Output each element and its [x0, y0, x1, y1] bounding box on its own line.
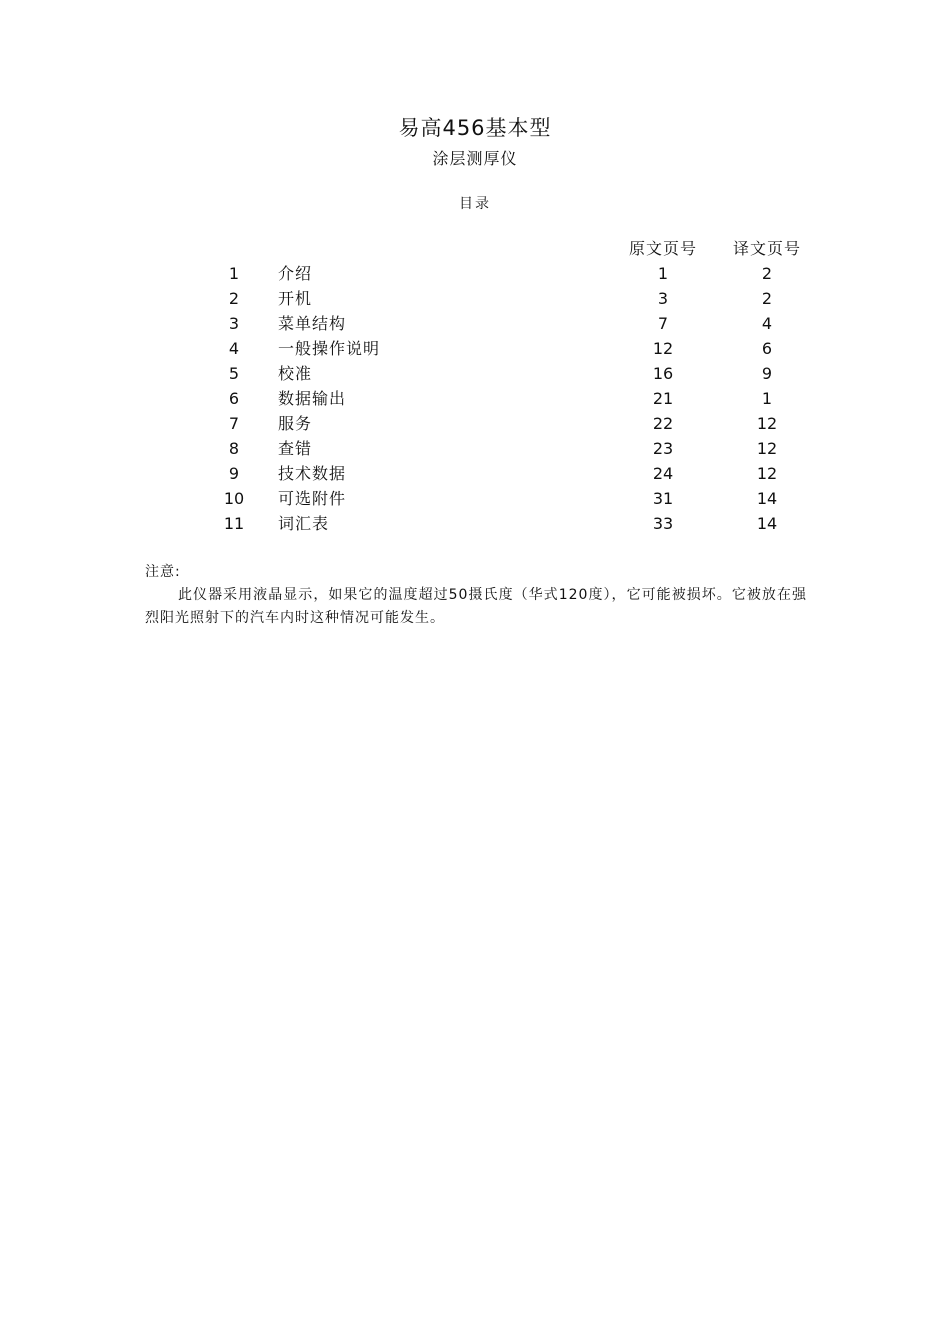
toc-row-title: 介绍 — [278, 264, 313, 283]
toc-row — [0, 461, 950, 486]
toc-header-row — [0, 236, 950, 261]
toc-row-title: 校准 — [278, 364, 313, 383]
toc-row-translated-page: 6 — [761, 339, 773, 358]
toc-row-original-page: 22 — [652, 414, 674, 433]
toc-row-number: 11 — [223, 514, 245, 533]
toc-row-original-page: 12 — [652, 339, 674, 358]
document-title: 易高456基本型 — [398, 116, 552, 140]
caution-note — [145, 561, 807, 630]
toc-row-original-page: 21 — [652, 389, 674, 408]
toc-row-number: 2 — [228, 289, 240, 308]
toc-row-original-page: 23 — [652, 439, 674, 458]
toc-row — [0, 261, 950, 286]
toc-row-title: 词汇表 — [278, 514, 330, 533]
toc-row-title: 查错 — [278, 439, 313, 458]
toc-header-original-page: 原文页号 — [628, 239, 697, 258]
toc-header-translated-page: 译文页号 — [732, 239, 801, 258]
document-subtitle: 涂层测厚仪 — [432, 149, 518, 168]
toc-row — [0, 336, 950, 361]
toc-row-translated-page: 4 — [761, 314, 773, 333]
toc-row-title: 可选附件 — [278, 489, 347, 508]
toc-row-number: 9 — [228, 464, 240, 483]
toc-row-number: 6 — [228, 389, 240, 408]
note-body: 此仪器采用液晶显示，如果它的温度超过50摄氏度（华式120度），它可能被损坏。它被放在强烈阳光照射下的汽车内时这种情况可能发生。 — [145, 587, 807, 626]
toc-row — [0, 361, 950, 386]
toc-row-original-page: 33 — [652, 514, 674, 533]
toc-row-translated-page: 2 — [761, 264, 773, 283]
toc-row-number: 1 — [228, 264, 240, 283]
toc-row — [0, 411, 950, 436]
toc-row-number: 5 — [228, 364, 240, 383]
toc-row-number: 4 — [228, 339, 240, 358]
toc-row-translated-page: 1 — [761, 389, 773, 408]
table-of-contents — [0, 236, 950, 536]
toc-row-title: 技术数据 — [278, 464, 347, 483]
toc-row-title: 菜单结构 — [278, 314, 347, 333]
toc-row — [0, 386, 950, 411]
toc-row-original-page: 3 — [657, 289, 669, 308]
toc-row-translated-page: 14 — [756, 489, 778, 508]
toc-row — [0, 286, 950, 311]
toc-row-translated-page: 12 — [756, 464, 778, 483]
toc-row-translated-page: 14 — [756, 514, 778, 533]
toc-row — [0, 511, 950, 536]
toc-row-title: 数据输出 — [278, 389, 347, 408]
toc-row-number: 8 — [228, 439, 240, 458]
toc-row-translated-page: 9 — [761, 364, 773, 383]
toc-row-title: 服务 — [278, 414, 313, 433]
toc-row-original-page: 7 — [657, 314, 669, 333]
note-label: 注意: — [145, 564, 181, 580]
toc-row-translated-page: 12 — [756, 439, 778, 458]
toc-row-translated-page: 2 — [761, 289, 773, 308]
toc-row-original-page: 31 — [652, 489, 674, 508]
toc-row-title: 开机 — [278, 289, 313, 308]
toc-row — [0, 436, 950, 461]
toc-row-original-page: 24 — [652, 464, 674, 483]
toc-row-original-page: 1 — [657, 264, 669, 283]
toc-row — [0, 311, 950, 336]
toc-row — [0, 486, 950, 511]
toc-row-number: 3 — [228, 314, 240, 333]
toc-heading: 目录 — [459, 196, 491, 212]
toc-row-translated-page: 12 — [756, 414, 778, 433]
toc-row-title: 一般操作说明 — [278, 339, 381, 358]
toc-row-number: 10 — [223, 489, 245, 508]
toc-row-original-page: 16 — [652, 364, 674, 383]
toc-row-number: 7 — [228, 414, 240, 433]
